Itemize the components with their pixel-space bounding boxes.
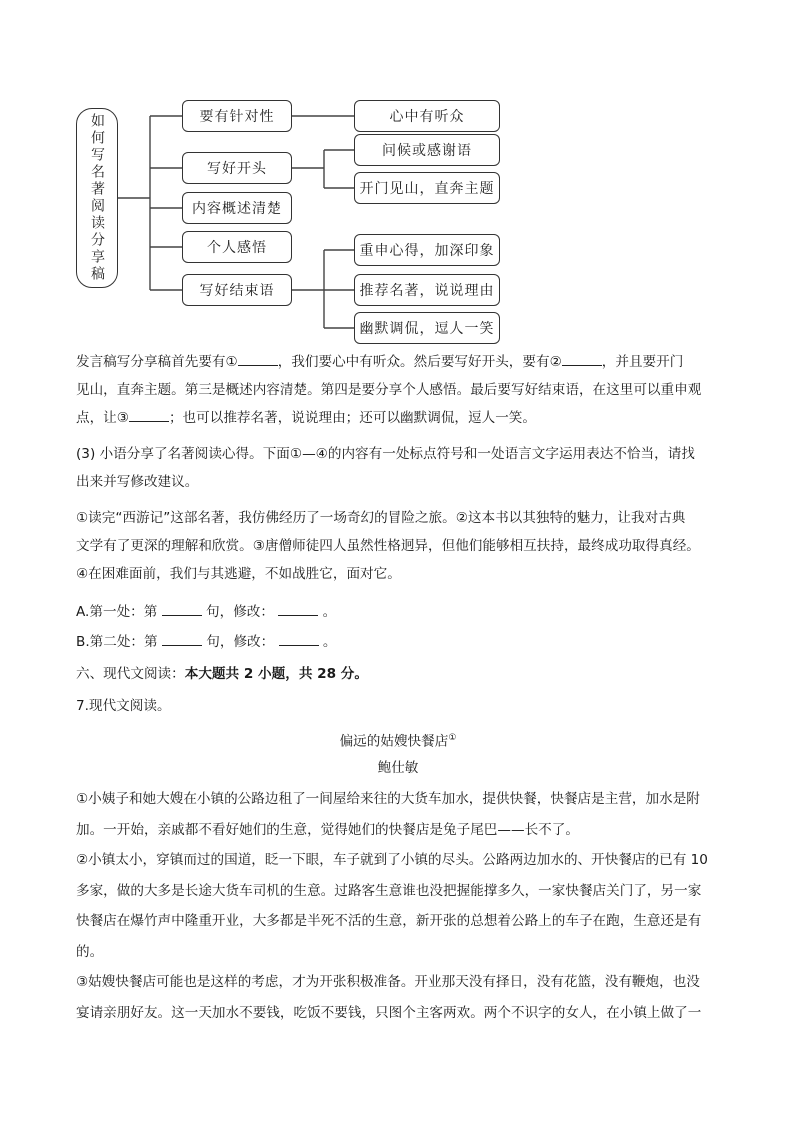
- answer-blank-2[interactable]: [562, 351, 602, 366]
- text-line: 文学有了更深的理解和欣赏。③唐僧师徒四人虽然性格迥异，但他们能够相互扶持，最终成功取得真经。: [76, 538, 700, 554]
- text-line: 见山，直奔主题。第三是概述内容清楚。第四是要分享个人感悟。最后要写好结束语，在这里可以重申观: [76, 382, 702, 398]
- node-targeted: 要有针对性: [182, 100, 292, 132]
- article-line: ①小姨子和她大嫂在小镇的公路边租了一间屋给来往的大货车加水，提供快餐，快餐店是主营，加水是附: [76, 791, 700, 807]
- article-line: ②小镇太小，穿镇而过的国道，眨一下眼，车子就到了小镇的尽头。公路两边加水的、开快餐店的已有 10: [76, 852, 708, 868]
- answer-a-revision-blank[interactable]: [278, 601, 318, 616]
- text-line: 发言稿写分享稿首先要有① ，我们要心中有听众。然后要写好开头，要有② ，并且要开门: [76, 348, 720, 376]
- node-direct: 开门见山，直奔主题: [354, 172, 500, 204]
- diagram-root: 如何写名著阅读分享稿: [76, 108, 118, 288]
- answer-b-line: B.第二处：第 句，修改： 。: [76, 628, 720, 656]
- article-line: 快餐店在爆竹声中隆重开业，大多都是半死不活的生意，新开张的总想着公路上的车子在跑，生意还是有: [76, 913, 702, 929]
- node-closing: 写好结束语: [182, 274, 292, 306]
- answer-b-sentence-blank[interactable]: [162, 631, 202, 646]
- answer-blank-3[interactable]: [129, 407, 169, 422]
- node-humor: 幽默调侃，逗人一笑: [354, 312, 500, 344]
- text-line: (3) 小语分享了名著阅读心得。下面①—④的内容有一处标点符号和一处语言文字运用表达不恰当，请找: [76, 446, 695, 462]
- text-line: ④在困难面前，我们与其逃避，不如战胜它，面对它。: [76, 566, 401, 582]
- article-line: 的。: [76, 943, 104, 960]
- article-line: 多家，做的大多是长途大货车司机的生意。过路客生意谁也没把握能撑多久，一家快餐店关门了，另一家: [76, 882, 702, 899]
- node-restate: 重申心得，加深印象: [354, 234, 500, 266]
- article-line: 宴请亲朋好友。这一天加水不要钱，吃饭不要钱，只图个主客两欢。两个不识字的女人，在小镇上做了一: [76, 1004, 702, 1021]
- question-3: [76, 440, 720, 496]
- answer-a-sentence-blank[interactable]: [162, 601, 202, 616]
- text-line: ①读完“西游记”这部名著，我仿佛经历了一场奇幻的冒险之旅。②这本书以其独特的魅力，让我对古典: [76, 510, 686, 526]
- node-insight: 个人感悟: [182, 231, 292, 263]
- text-line: 点，让③ ；也可以推荐名著，说说理由；还可以幽默调侃，逗人一笑。: [76, 404, 720, 432]
- article-author: 鲍仕敏: [377, 760, 419, 776]
- question-7-label: 7.现代文阅读。: [76, 698, 171, 714]
- answer-blank-1[interactable]: [238, 351, 278, 366]
- node-recommend: 推荐名著，说说理由: [354, 274, 500, 306]
- answer-b-revision-blank[interactable]: [279, 631, 319, 646]
- node-greeting: 问候或感谢语: [354, 134, 500, 166]
- node-audience: 心中有听众: [354, 100, 500, 132]
- text-line: 出来并写修改建议。: [76, 474, 199, 490]
- node-opening: 写好开头: [182, 152, 292, 184]
- article-title: 偏远的姑嫂快餐店①: [339, 733, 457, 750]
- fill-in-paragraph: [76, 348, 720, 432]
- mind-map-diagram: [72, 94, 512, 344]
- node-summary: 内容概述清楚: [182, 192, 292, 224]
- article-body: [76, 784, 720, 1028]
- section-6-heading: 六、现代文阅读：本大题共 2 小题，共 28 分。: [76, 666, 368, 682]
- answer-a-line: A.第一处：第 句，修改： 。: [76, 598, 720, 626]
- article-line: ③姑嫂快餐店可能也是这样的考虑，才为开张积极准备。开业那天没有择日，没有花篮，没有鞭炮，也没: [76, 974, 700, 990]
- article-line: 加。一开始，亲戚都不看好她们的生意，觉得她们的快餐店是兔子尾巴——长不了。: [76, 821, 579, 838]
- question-3-passage: [76, 504, 720, 588]
